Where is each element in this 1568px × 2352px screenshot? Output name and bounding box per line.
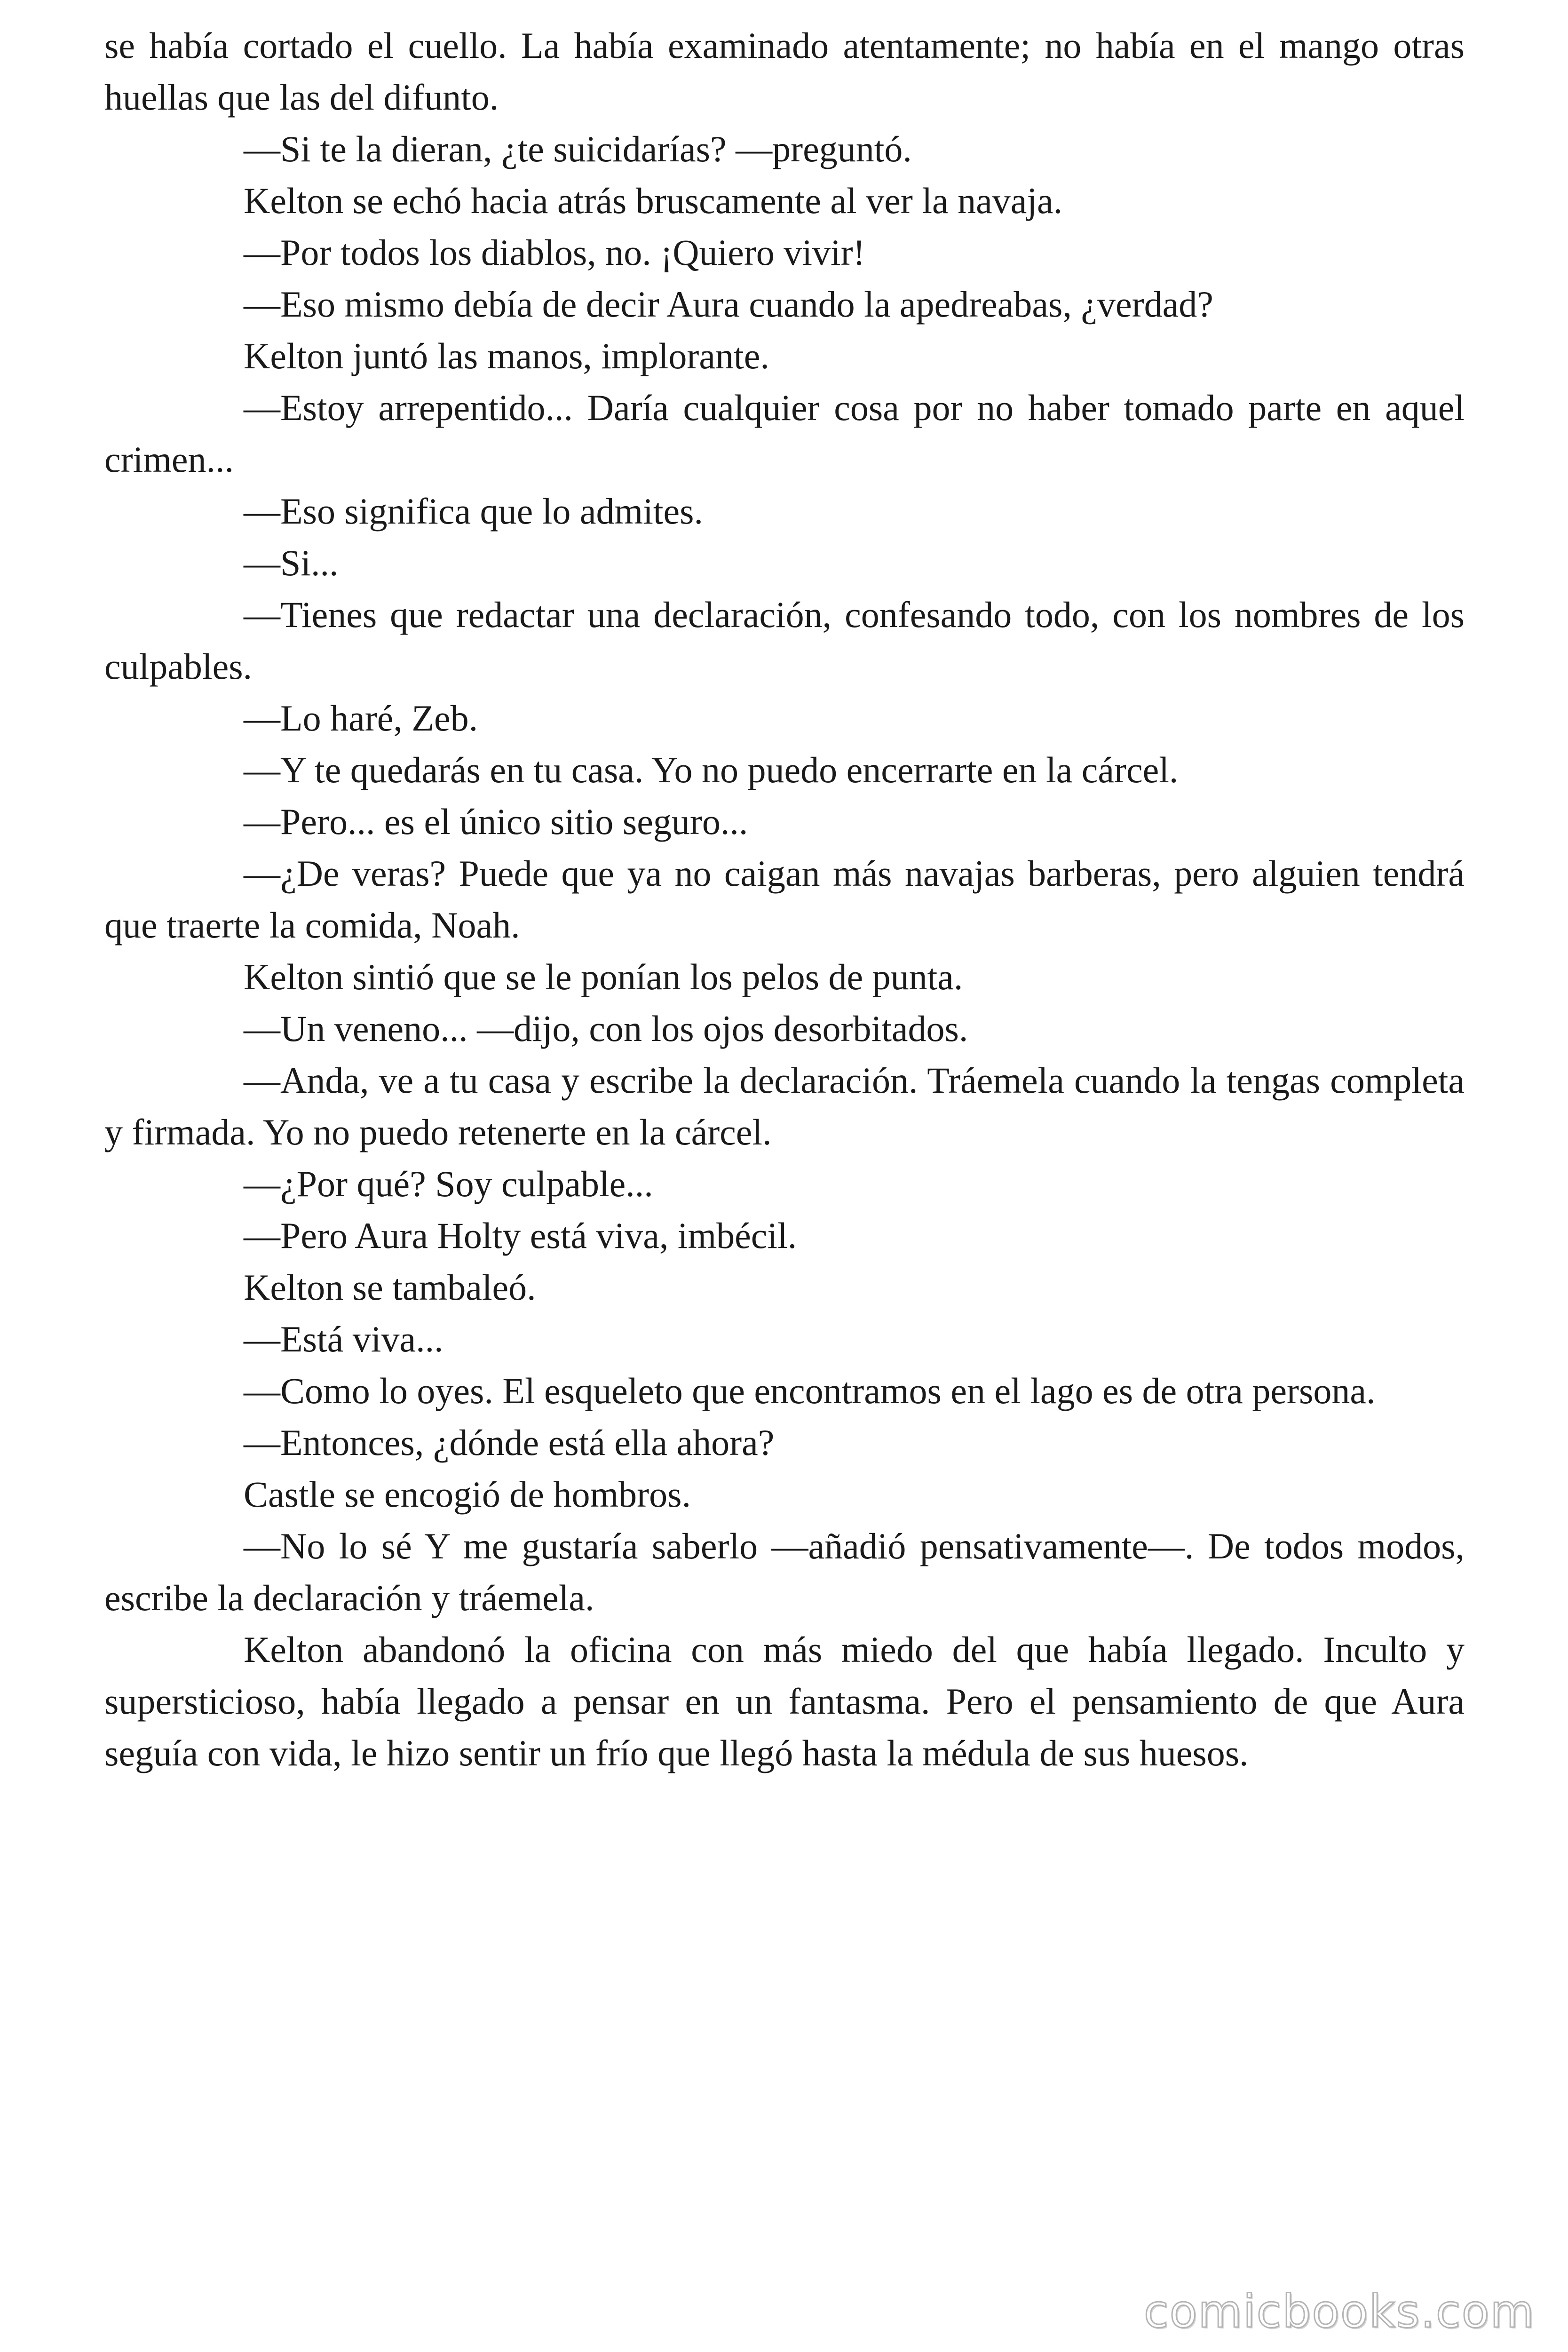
paragraph: Castle se encogió de hombros.: [244, 1474, 691, 1515]
paragraph: —¿Por qué? Soy culpable...: [244, 1163, 653, 1204]
paragraph: —Por todos los diablos, no. ¡Quiero vivir!: [244, 232, 865, 273]
paragraph: —Anda, ve a tu casa y escribe la declaración. Tráemela cuando la tengas completa y firmada. Yo no puedo retenerte en la cárcel.: [104, 1060, 1465, 1152]
paragraph: —Entonces, ¿dónde está ella ahora?: [244, 1422, 775, 1463]
watermark: comicbooks.com: [1143, 2285, 1535, 2338]
paragraph: Kelton se echó hacia atrás bruscamente al ver la navaja.: [244, 180, 1063, 221]
paragraph: —Eso mismo debía de decir Aura cuando la apedreabas, ¿verdad?: [244, 284, 1213, 325]
paragraph: Kelton sintió que se le ponían los pelos de punta.: [244, 956, 963, 997]
paragraph: —Si...: [244, 542, 339, 583]
paragraph: —Un veneno... —dijo, con los ojos desorbitados.: [244, 1008, 968, 1049]
page-body: [104, 20, 1465, 1779]
paragraph: —Si te la dieran, ¿te suicidarías? —preguntó.: [244, 128, 912, 169]
paragraph: —Está viva...: [244, 1319, 443, 1359]
paragraph: —Lo haré, Zeb.: [244, 698, 478, 739]
paragraph: —Como lo oyes. El esqueleto que encontramos en el lago es de otra persona.: [244, 1370, 1376, 1411]
paragraph: Kelton juntó las manos, implorante.: [244, 335, 769, 376]
paragraph: se había cortado el cuello. La había examinado atentamente; no había en el mango otras huellas que las del difunto.: [104, 25, 1465, 118]
paragraph: —Y te quedarás en tu casa. Yo no puedo encerrarte en la cárcel.: [244, 749, 1179, 790]
paragraph: —Pero Aura Holty está viva, imbécil.: [244, 1215, 797, 1256]
paragraph: —Pero... es el único sitio seguro...: [244, 801, 748, 842]
paragraph: —Estoy arrepentido... Daría cualquier cosa por no haber tomado parte en aquel crimen...: [104, 387, 1465, 480]
paragraph: Kelton se tambaleó.: [244, 1267, 536, 1308]
paragraph: Kelton abandonó la oficina con más miedo del que había llegado. Inculto y supersticioso, había llegado a pensar en un fantasma. Pero el pensamiento de que Aura seguía con vida, le hizo sentir un frío que llegó hasta la médula de sus huesos.: [104, 1629, 1465, 1773]
paragraph: —¿De veras? Puede que ya no caigan más navajas barberas, pero alguien tendrá que traerte la comida, Noah.: [104, 853, 1465, 946]
paragraph: —Tienes que redactar una declaración, confesando todo, con los nombres de los culpables.: [104, 594, 1465, 687]
paragraph: —No lo sé Y me gustaría saberlo —añadió pensativamente—. De todos modos, escribe la declaración y tráemela.: [104, 1526, 1465, 1618]
paragraph: —Eso significa que lo admites.: [244, 491, 703, 532]
